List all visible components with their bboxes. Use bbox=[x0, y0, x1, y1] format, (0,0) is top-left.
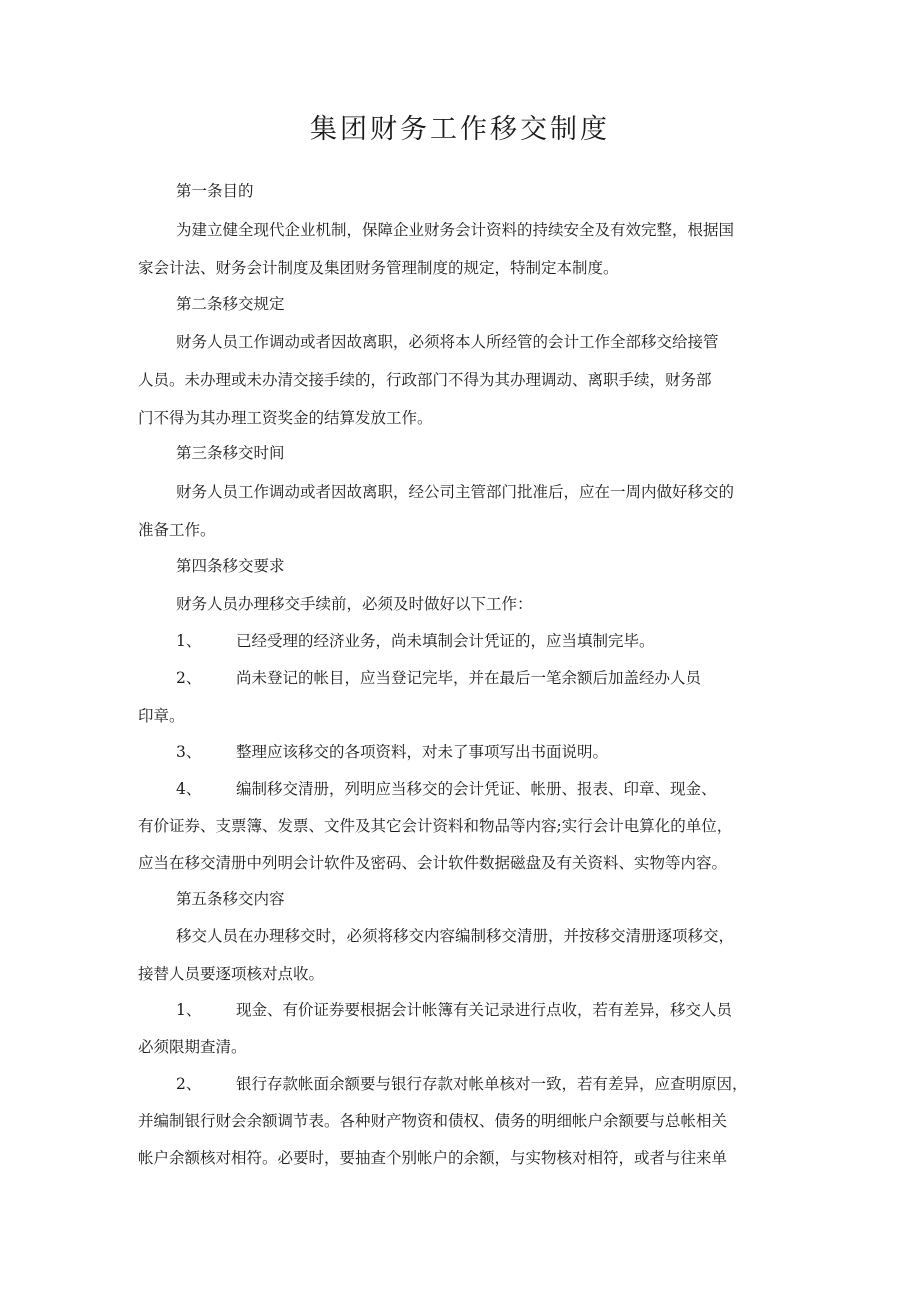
paragraph-line: 有价证券、支票簿、发票、文件及其它会计资料和物品等内容;实行会计电算化的单位， bbox=[138, 817, 733, 835]
list-text: 银行存款帐面余额要与银行存款对帐单核对一致，若有差异，应查明原因， bbox=[236, 1075, 748, 1093]
paragraph-line: 人员。未办理或未办清交接手续的，行政部门不得为其办理调动、离职手续，财务部 bbox=[138, 371, 712, 389]
paragraph-line: 财务人员工作调动或者因故离职，经公司主管部门批准后，应在一周内做好移交的 bbox=[176, 483, 735, 501]
list-item bbox=[176, 998, 732, 1022]
list-item bbox=[176, 629, 655, 653]
list-number: 4、 bbox=[176, 780, 202, 798]
list-item bbox=[176, 777, 717, 801]
paragraph-line: 移交人员在办理移交时，必须将移交内容编制移交清册，并按移交清册逐项移交， bbox=[176, 927, 735, 945]
list-text: 尚未登记的帐目，应当登记完毕，并在最后一笔余额后加盖经办人员 bbox=[236, 669, 702, 687]
paragraph-line: 并编制银行财会余额调节表。各种财产物资和债权、债务的明细帐户余额要与总帐相关 bbox=[138, 1112, 728, 1130]
list-item bbox=[176, 1072, 748, 1096]
list-number: 2、 bbox=[176, 1075, 202, 1093]
list-item bbox=[176, 666, 701, 690]
paragraph-line: 必须限期查清。 bbox=[138, 1038, 247, 1056]
paragraph-line: 为建立健全现代企业机制，保障企业财务会计资料的持续安全及有效完整，根据国 bbox=[176, 221, 735, 239]
paragraph-line: 家会计法、财务会计制度及集团财务管理制度的规定，特制定本制度。 bbox=[138, 259, 619, 277]
paragraph-line: 财务人员办理移交手续前，必须及时做好以下工作： bbox=[176, 595, 533, 613]
paragraph-line: 准备工作。 bbox=[138, 521, 216, 539]
list-item bbox=[176, 740, 608, 764]
list-text: 现金、有价证券要根据会计帐簿有关记录进行点收，若有差异，移交人员 bbox=[236, 1001, 733, 1019]
list-text: 整理应该移交的各项资料，对未了事项写出书面说明。 bbox=[236, 743, 609, 761]
paragraph-line: 帐户余额核对相符。必要时，要抽查个别帐户的余额，与实物核对相符，或者与往来单 bbox=[138, 1149, 728, 1167]
paragraph-line: 接替人员要逐项核对点收。 bbox=[138, 965, 325, 983]
list-number: 1、 bbox=[176, 632, 202, 650]
list-text: 编制移交清册，列明应当移交的会计凭证、帐册、报表、印章、现金、 bbox=[236, 780, 717, 798]
heading-article-3: 第三条移交时间 bbox=[176, 444, 285, 462]
list-text: 已经受理的经济业务，尚未填制会计凭证的，应当填制完毕。 bbox=[236, 632, 655, 650]
heading-article-5: 第五条移交内容 bbox=[176, 890, 285, 908]
paragraph-line: 财务人员工作调动或者因故离职，必须将本人所经管的会计工作全部移交给接管 bbox=[176, 333, 719, 351]
paragraph-line: 门不得为其办理工资奖金的结算发放工作。 bbox=[138, 409, 433, 427]
list-number: 3、 bbox=[176, 743, 202, 761]
heading-article-2: 第二条移交规定 bbox=[176, 295, 285, 313]
paragraph-line: 印章。 bbox=[138, 707, 185, 725]
heading-article-1: 第一条目的 bbox=[176, 182, 254, 200]
list-number: 2、 bbox=[176, 669, 202, 687]
heading-article-4: 第四条移交要求 bbox=[176, 557, 285, 575]
list-number: 1、 bbox=[176, 1001, 202, 1019]
document-title: 集团财务工作移交制度 bbox=[310, 114, 610, 145]
paragraph-line: 应当在移交清册中列明会计软件及密码、会计软件数据磁盘及有关资料、实物等内容。 bbox=[138, 854, 728, 872]
